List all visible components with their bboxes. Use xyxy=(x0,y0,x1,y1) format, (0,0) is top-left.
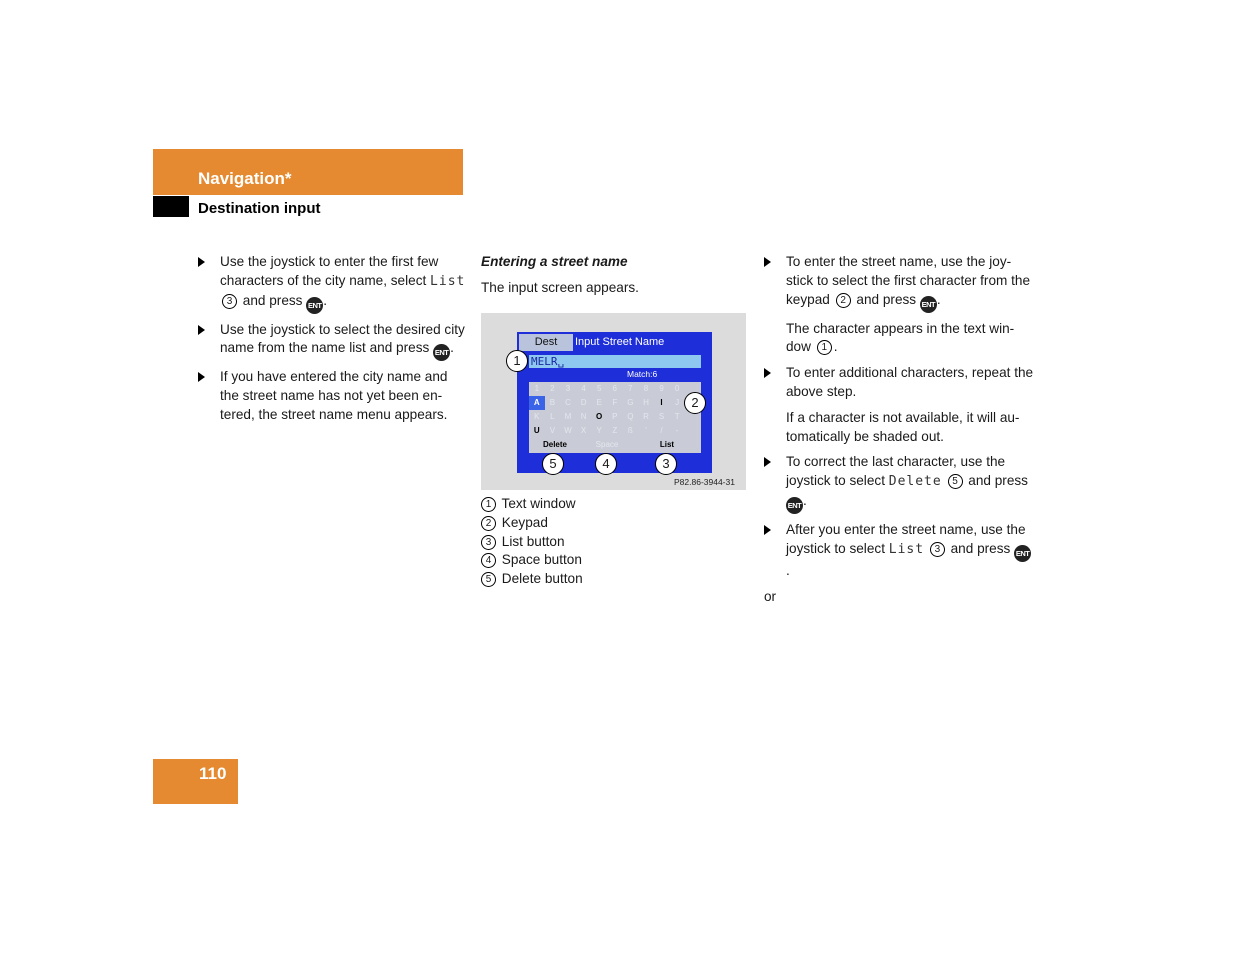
key-selected: A xyxy=(529,396,545,410)
key: W xyxy=(564,426,572,435)
screen-title: Input Street Name xyxy=(575,336,665,348)
instruction-bullet: To correct the last character, use the joystick to select Delete 5 and press ENT . xyxy=(764,453,1034,514)
instruction-bullet: Use the joystick to select the desired city name from the name list and press ENT . xyxy=(198,321,466,362)
column-right xyxy=(764,253,1034,606)
key: B xyxy=(549,398,556,407)
callout-number: 1 xyxy=(817,340,832,355)
instruction-bullet: If you have entered the city name and the street name has not yet been en-tered, the street name menu appears. xyxy=(198,368,466,424)
display-screen xyxy=(517,332,712,473)
or-text: or xyxy=(764,588,777,604)
key: R xyxy=(643,412,649,421)
note-paragraph: If a character is not available, it will au-tomatically be shaded out. xyxy=(786,409,1020,444)
key: G xyxy=(627,398,634,407)
key: S xyxy=(658,412,665,421)
keypad-row xyxy=(529,382,701,396)
tab-dest: Dest xyxy=(519,334,573,351)
key: ' xyxy=(645,426,647,435)
key: M xyxy=(564,412,572,421)
column-middle xyxy=(481,253,751,298)
legend-item: 1 Text window xyxy=(481,495,741,514)
key: N xyxy=(580,412,587,421)
key: 4 xyxy=(581,384,586,393)
key: 8 xyxy=(643,384,649,393)
delete-button: Delete xyxy=(542,440,567,449)
key: 0 xyxy=(674,384,680,393)
key: E xyxy=(596,398,602,407)
delete-softkey-label: Delete xyxy=(888,474,942,490)
key: Y xyxy=(596,426,602,435)
bullet-arrow-icon xyxy=(198,257,205,267)
instruction-bullet: To enter additional characters, repeat the above step. xyxy=(764,364,1034,402)
keypad xyxy=(529,382,701,453)
note-paragraph: The character appears in the text win-dow 1 . xyxy=(786,320,1015,355)
key: 6 xyxy=(612,384,617,393)
list-softkey-label: List xyxy=(430,273,466,289)
enter-button-icon: ENT xyxy=(306,297,323,314)
enter-button-icon: ENT xyxy=(786,497,803,514)
callout-number: 2 xyxy=(836,293,851,308)
figure-legend xyxy=(481,495,741,589)
key: Z xyxy=(612,426,618,435)
key: T xyxy=(674,412,680,421)
page-number: 110 xyxy=(199,764,227,783)
section-title: Navigation* xyxy=(198,169,292,188)
section-subtitle: Destination input xyxy=(198,200,321,217)
callout-number: 5 xyxy=(948,474,963,489)
key: 2 xyxy=(550,384,555,393)
key: 3 xyxy=(565,384,571,393)
legend-item: 2 Keypad xyxy=(481,514,741,533)
intro-text: The input screen appears. xyxy=(481,279,639,295)
key: J xyxy=(675,398,680,407)
key: H xyxy=(643,398,649,407)
callout-number: 3 xyxy=(930,542,945,557)
instruction-bullet: Use the joystick to enter the first few characters of the city name, select List 3 and press ENT . xyxy=(198,253,466,314)
key-available: U xyxy=(533,426,540,435)
match-count: Match:6 xyxy=(627,369,658,379)
keypad-row xyxy=(529,410,701,424)
legend-item: 5 Delete button xyxy=(481,570,741,589)
key: D xyxy=(580,398,587,407)
callout-4: 4 xyxy=(595,453,617,475)
legend-item: 4 Space button xyxy=(481,551,741,570)
key: V xyxy=(549,426,556,435)
bullet-arrow-icon xyxy=(764,368,771,378)
key: K xyxy=(534,412,540,421)
key: / xyxy=(660,426,663,435)
key: F xyxy=(612,398,618,407)
bullet-arrow-icon xyxy=(198,325,205,335)
callout-5: 5 xyxy=(542,453,564,475)
callout-number: 3 xyxy=(222,294,237,309)
key: 7 xyxy=(628,384,633,393)
input-screen-figure xyxy=(481,313,746,490)
bullet-arrow-icon xyxy=(198,372,205,382)
figure-code: P82.86-3944-31 xyxy=(674,477,735,487)
bullet-arrow-icon xyxy=(764,457,771,467)
bullet-arrow-icon xyxy=(764,257,771,267)
bullet-arrow-icon xyxy=(764,525,771,535)
key: ß xyxy=(627,426,633,435)
list-softkey-label: List xyxy=(888,541,925,557)
list-button: List xyxy=(659,440,675,449)
key: 1 xyxy=(534,384,540,393)
key-available: I xyxy=(660,398,663,407)
callout-3: 3 xyxy=(655,453,677,475)
enter-button-icon: ENT xyxy=(1014,545,1031,562)
keypad-row xyxy=(529,396,701,410)
callout-2: 2 xyxy=(684,392,706,414)
instruction-bullet: After you enter the street name, use the joystick to select List 3 and press ENT. xyxy=(764,521,1034,581)
key: C xyxy=(565,398,571,407)
key: P xyxy=(612,412,618,421)
key: 9 xyxy=(659,384,664,393)
legend-item: 3 List button xyxy=(481,533,741,552)
key: - xyxy=(675,426,679,435)
enter-button-icon: ENT xyxy=(433,344,450,361)
space-button: Space xyxy=(581,438,633,452)
key: X xyxy=(580,426,587,435)
column-left xyxy=(198,253,466,432)
key: Q xyxy=(627,412,634,421)
key-available: O xyxy=(596,412,603,421)
instruction-bullet: To enter the street name, use the joy-stick to select the first character from the keypad 2 and press ENT . xyxy=(764,253,1034,313)
subsection-heading: Entering a street name xyxy=(481,254,628,269)
keypad-row xyxy=(529,424,701,438)
callout-1: 1 xyxy=(506,350,528,372)
subheader-marker xyxy=(153,196,189,217)
key: L xyxy=(550,412,555,421)
keypad-button-row xyxy=(529,438,701,452)
text-window: MELR␣ xyxy=(529,355,701,368)
key: 5 xyxy=(596,384,602,393)
enter-button-icon: ENT xyxy=(920,296,937,313)
